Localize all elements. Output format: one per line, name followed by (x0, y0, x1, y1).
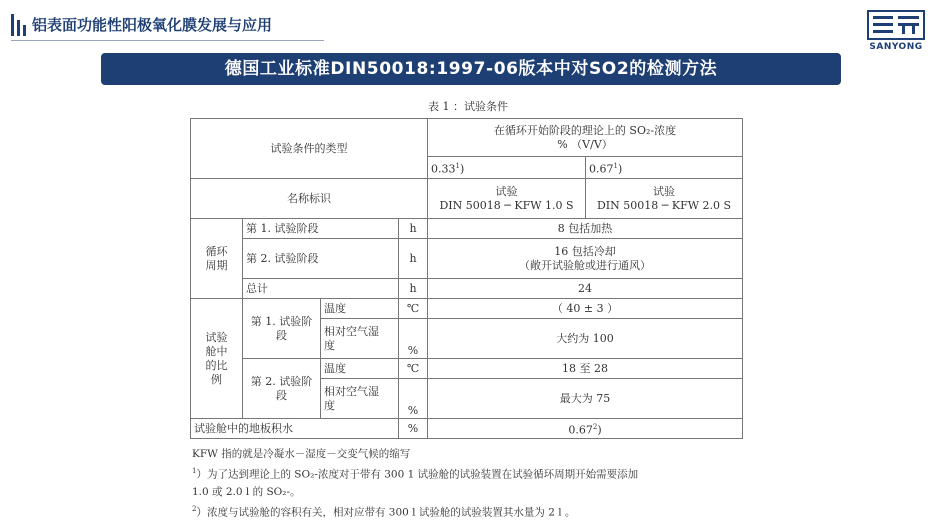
name-label-cell: 名称标识 (191, 179, 428, 219)
page-header-title: 铝表面功能性阳极氧化膜发展与应用 (32, 16, 273, 34)
stage1-temp-value: （ 40 ± 3 ） (428, 299, 743, 319)
name-col2: 试验 DIN 50018 ─ KFW 2.0 S (586, 179, 743, 219)
concentration-col2: 0.67$^1$) (586, 157, 743, 179)
water-value: 0.67$^2$) (428, 419, 743, 439)
stage2-label-cell: 第 2. 试验阶段 (243, 359, 321, 419)
stage2-hum-value: 最大为 75 (428, 379, 743, 419)
stage2-temp-label: 温度 (321, 359, 399, 379)
stage2-temp-unit: ℃ (399, 359, 428, 379)
type-label: 试验条件的类型 (270, 141, 348, 155)
water-unit: % (399, 419, 428, 439)
type-label-cell (191, 119, 428, 179)
stage1-hum-unit: % (399, 319, 428, 359)
slide-title-banner: 德国工业标准DIN50018:1997-06版本中对SO2的检测方法 (101, 53, 841, 85)
sanyong-logo-icon (867, 10, 925, 40)
stage2-temp-value: 18 至 28 (428, 359, 743, 379)
header-divider (11, 40, 324, 41)
table-caption: 表 1 ：试验条件 (428, 100, 508, 113)
cycle-row-label: 第 2. 试验阶段 (243, 239, 399, 279)
stage1-label-cell: 第 1. 试验阶段 (243, 299, 321, 359)
footnote-2: $^2$）浓度与试验舱的容积有关，相对应带有 300 l 试验舱的试验装置其水量为 2 l 。 (192, 504, 576, 518)
cycle-row-unit: h (399, 239, 428, 279)
concentration-header: 在循环开始阶段的理论上的 SO₂-浓度 (493, 123, 677, 137)
cycle-row-unit: h (399, 279, 428, 299)
stage1-temp-label: 温度 (321, 299, 399, 319)
footnote-1-cont: 1.0 或 2.0 l 的 SO₂-。 (192, 485, 301, 498)
table-footnotes (192, 446, 744, 521)
logo-text: SANYONG (869, 42, 923, 52)
concentration-col1: 0.33$^1$) (428, 157, 586, 179)
test-conditions-table (190, 118, 743, 439)
ratio-group-cell: 试验舱中的比例 (191, 299, 243, 419)
water-label: 试验舱中的地板积水 (191, 419, 399, 439)
standard-table-image (188, 98, 748, 520)
footnote-1: $^1$）为了达到理论上的 SO₂-浓度对于带有 300 1 试验舱的试验装置在试验循环周期开始需要添加 (192, 467, 639, 481)
name-col1: 试验 DIN 50018 ─ KFW 1.0 S (428, 179, 586, 219)
bar-chart-icon (11, 14, 27, 36)
footnote-kfw: KFW 指的就是冷凝水－湿度－交变气候的缩写 (192, 448, 411, 460)
cycle-row-label: 第 1. 试验阶段 (243, 219, 399, 239)
stage1-hum-label: 相对空气湿度 (321, 319, 399, 359)
sanyong-logo (864, 10, 928, 52)
cycle-row-value: 24 (428, 279, 743, 299)
cycle-group-cell: 循环周期 (191, 219, 243, 299)
cycle-row-unit: h (399, 219, 428, 239)
cycle-row-value: 8 包括加热 (428, 219, 743, 239)
cycle-row-label: 总计 (243, 279, 399, 299)
cycle-row-value: 16 包括冷却 （敞开试验舱或进行通风） (428, 239, 743, 279)
stage2-hum-label: 相对空气湿度 (321, 379, 399, 419)
stage1-hum-value: 大约为 100 (428, 319, 743, 359)
stage2-hum-unit: % (399, 379, 428, 419)
concentration-header-cell (428, 119, 743, 157)
stage1-temp-unit: ℃ (399, 299, 428, 319)
concentration-unit: % （V/V） (557, 137, 613, 151)
